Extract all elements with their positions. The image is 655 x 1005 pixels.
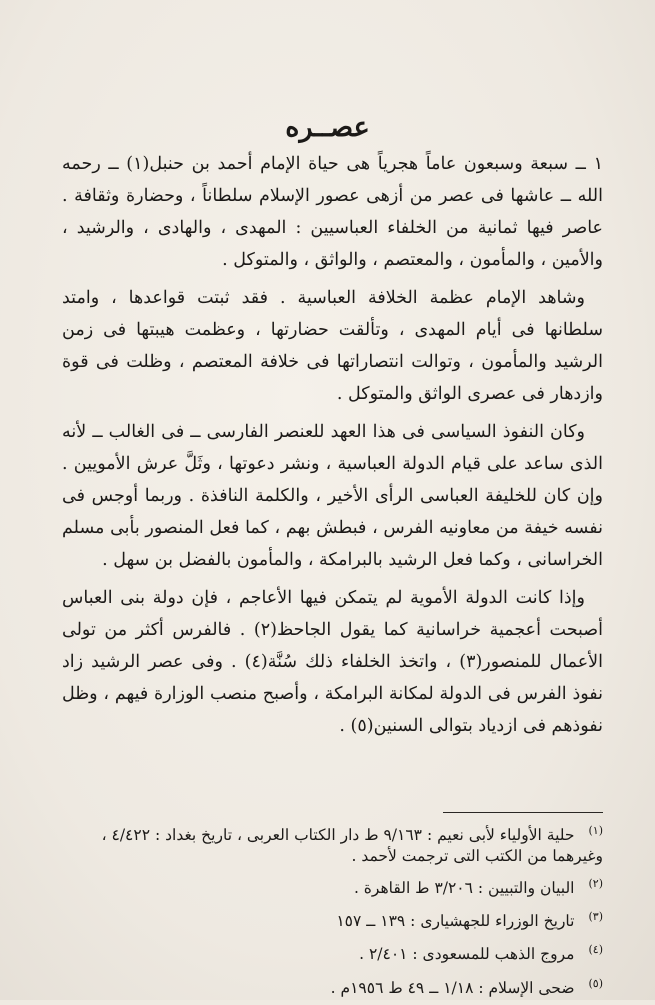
- footnote-divider: [443, 812, 603, 813]
- footnote-text: حلية الأولياء لأبى نعيم : ٩/١٦٣ ط دار الكتاب العربى ، تاريخ بغداد : ٤/٤٢٢ ، وغيرهما من الكتب التى ترجمت لأحمد .: [101, 826, 603, 866]
- footnotes: [62, 820, 603, 1005]
- chapter-title: عصــره: [285, 112, 370, 143]
- paragraph-4: وإذا كانت الدولة الأموية لم يتمكن فيها الأعاجم ، فإن دولة بنى العباس أصبحت أعجمية خراسانية كما يقول الجاحظ(٢) . فالفرس أكثر من تولى الأعمال للمنصور(٣) ، واتخذ الخلفاء ذلك سُنَّة(٤) . وفى عصر الرشيد زاد نفوذ الفرس فى الدولة لمكانة البرامكة ، وأصبح منصب الوزارة فيهم ، وظل نفوذهم فى ازدياد بتوالى السنين(٥) .: [62, 588, 603, 736]
- footnote-2: [62, 872, 603, 900]
- footnote-number: (٤): [588, 943, 603, 957]
- footnote-text: تاريخ الوزراء للجهشيارى : ١٣٩ ــ ١٥٧: [336, 912, 575, 931]
- footnote-number: (١): [588, 824, 603, 837]
- paragraph-1: ١ ــ سبعة وسبعون عاماً هجرياً هى حياة الإمام أحمد بن حنبل(١) ــ رحمه الله ــ عاشها فى عصر من أزهى عصور الإسلام سلطاناً ، وحضارة وثقافة . عاصر فيها ثمانية من الخلفاء العباسيين : المهدى ، والهادى ، والرشيد ، والأمين ، والمأمون ، والمعتصم ، والواثق ، والمتوكل .: [62, 154, 603, 270]
- footnote-number: (٢): [588, 877, 603, 891]
- footnote-number: (٥): [588, 976, 603, 990]
- paragraph-2: وشاهد الإمام عظمة الخلافة العباسية . فقد ثبتت قواعدها ، وامتد سلطانها فى أيام المهدى ، وتألقت حضارتها ، وعظمت هيبتها فى زمن الرشيد والمأمون ، وتوالت انتصاراتها فى خلافة المعتصم ، وظلت فى قوة وازدهار فى عصرى الواثق والمتوكل .: [62, 288, 603, 404]
- footnote-4: [62, 938, 603, 966]
- main-text: [62, 148, 603, 748]
- footnote-5: [62, 972, 603, 1000]
- footnote-text: البيان والتبيين : ٣/٢٠٦ ط القاهرة .: [353, 879, 575, 898]
- footnote-text: مروج الذهب للمسعودى : ٢/٤٠١ .: [359, 945, 575, 964]
- footnote-number: (٣): [588, 910, 603, 924]
- footnote-1: [62, 820, 603, 867]
- paragraph-3: وكان النفوذ السياسى فى هذا العهد للعنصر الفارسى ــ فى الغالب ــ لأنه الذى ساعد على قيام الدولة العباسية ، ونشر دعوتها ، وثَلَّ عرش الأمويين . وإن كان للخليفة العباسى الرأى الأخير ، والكلمة النافذة . وربما أوجس فى نفسه خيفة من معاونيه الفرس ، فبطش بهم ، كما فعل المنصور بأبى مسلم الخراسانى ، وكما فعل الرشيد بالبرامكة ، والمأمون بالفضل بن سهل .: [62, 422, 603, 570]
- footnote-text: ضحى الإسلام : ١/١٨ ــ ٤٩ ط ١٩٥٦م .: [330, 978, 575, 997]
- footnote-3: [62, 905, 603, 933]
